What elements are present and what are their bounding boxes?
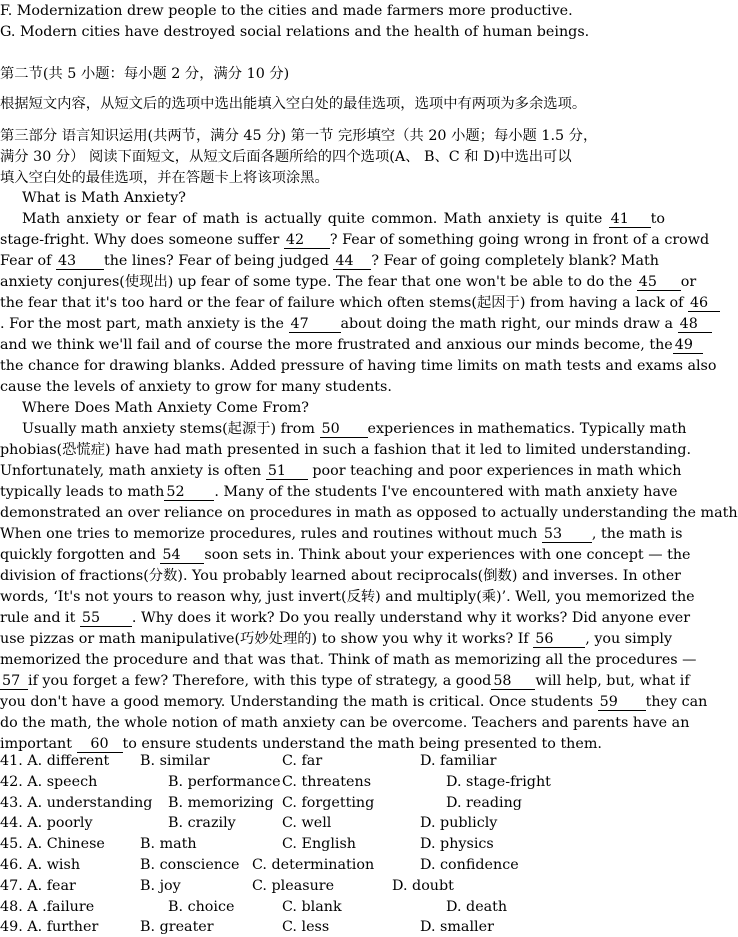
passage-line: Usually math anxiety stems(起源于) from 50 experiences in mathematics. Typically math: [22, 421, 687, 437]
passage-line: phobias(恐慌症) have had math presented in such a fashion that it led to limited understanding.: [0, 442, 692, 458]
question-option-b: B. memorizing: [168, 794, 274, 811]
passage-line: and we think we'll fail and of course the more frustrated and anxious our minds become, the 49: [0, 335, 643, 355]
question-option-c: C. pleasure: [252, 877, 335, 894]
question-option-c: C. determination: [252, 857, 375, 873]
blank-60: 60: [77, 736, 123, 753]
question-option-c: C. English: [282, 836, 357, 853]
blank-47: 47: [289, 316, 341, 333]
question-option-c: C. blank: [282, 898, 342, 915]
question-option-c: C. less: [282, 919, 330, 936]
blank-59: 59: [598, 694, 646, 711]
passage-line: cause the levels of anxiety to grow for many students.: [0, 379, 392, 395]
passage-line: typically leads to math 52 . Many of the students I've encountered with math anxiety have: [0, 484, 678, 500]
blank-54: 54: [160, 547, 204, 564]
blank-55: 55: [80, 610, 132, 627]
passage-line: division of fractions(分数). You probably learned about reciprocals(倒数) and inverses. In other: [0, 568, 682, 584]
passage-line: rule and it 55 . Why does it work? Do you really understand why it works? Did anyone ever: [0, 610, 691, 626]
question-option-d: D. confidence: [420, 857, 519, 873]
passage-line: memorized the procedure and that was that. Think of math as memorizing all the procedures —: [0, 652, 697, 668]
question-option-a: 41. A. different: [0, 753, 110, 769]
passage-line: use pizzas or math manipulative(巧妙处理的) to show you why it works? If 56 , you simply: [0, 631, 673, 647]
blank-50: 50: [320, 421, 368, 438]
question-option-d: D. death: [446, 898, 508, 915]
blank-42: 42: [284, 232, 330, 249]
section2-title: 第二节(共 5 小题：每小题 2 分，满分 10 分): [0, 66, 290, 82]
question-option-b: B. crazily: [168, 815, 236, 832]
blank-45: 45: [637, 274, 681, 291]
part3-heading: 第三部分 语言知识运用(共两节，满分 45 分) 第一节 完形填空（共 20 小题；每小题 1.5 分，: [0, 128, 598, 144]
passage-line: you don't have a good memory. Understanding the math is critical. Once students 59 they can: [0, 694, 708, 710]
option-g-text: G. Modern cities have destroyed social relations and the health of human beings.: [0, 24, 590, 40]
passage-line: quickly forgotten and 54 soon sets in. Think about your experiences with one concept — the: [0, 547, 691, 563]
passage-line: important 60 to ensure students understand the math being presented to them.: [0, 736, 602, 752]
section2-instruction: 根据短文内容，从短文后的选项中选出能填入空白处的最佳选项，选项中有两项为多余选项。: [0, 96, 587, 112]
blank-46: 46: [688, 295, 720, 312]
question-option-a: 49. A. further: [0, 919, 99, 936]
passage-line: Fear of 43 the lines? Fear of being judged 44 ? Fear of going completely blank? Math: [0, 253, 660, 269]
blank-44: 44: [333, 253, 371, 270]
part3-instruction-end: 填入空白处的最佳选项，并在答题卡上将该项涂黑。: [0, 170, 329, 186]
question-option-a: 45. A. Chinese: [0, 836, 105, 853]
option-f-text: F. Modernization drew people to the cities and made farmers more productive.: [0, 3, 573, 19]
question-option-a: 48. A .failure: [0, 898, 95, 915]
question-option-d: D. familiar: [420, 753, 497, 769]
passage-line: the fear that it's too hard or the fear of failure which often stems(起因于) from having a lack of 46: [0, 293, 643, 313]
question-option-c: C. forgetting: [282, 794, 375, 811]
question-option-b: B. choice: [168, 898, 235, 915]
question-option-c: C. far: [282, 753, 323, 769]
passage-line: Math anxiety or fear of math is actually quite common. Math anxiety is quite 41 to: [22, 211, 665, 227]
question-option-b: B. math: [140, 836, 197, 853]
question-option-b: B. performance: [168, 773, 281, 790]
blank-57: 57: [0, 673, 28, 690]
question-option-a: 46. A. wish: [0, 857, 81, 873]
blank-43: 43: [56, 253, 104, 270]
passage-line: . For the most part, math anxiety is the 47 about doing the math right, our minds draw a 48: [0, 314, 643, 334]
question-option-d: D. reading: [446, 794, 522, 811]
question-option-b: B. similar: [140, 753, 210, 769]
blank-53: 53: [542, 526, 592, 543]
question-option-c: C. threatens: [282, 773, 372, 790]
blank-49: 49: [673, 337, 703, 354]
passage-line: When one tries to memorize procedures, rules and routines without much 53 , the math is: [0, 526, 683, 542]
passage-line: 57 if you forget a few? Therefore, with this type of strategy, a good 58 will help, but, what if: [2, 673, 690, 689]
passage-line: do the math, the whole notion of math anxiety can be overcome. Teachers and parents have an: [0, 715, 690, 731]
blank-56: 56: [533, 631, 585, 648]
passage-line: anxiety conjures(使现出) up fear of some type. The fear that one won't be able to do the 45 or: [0, 274, 697, 290]
question-option-d: D. smaller: [420, 919, 494, 936]
blank-58: 58: [491, 673, 535, 690]
question-option-c: C. well: [282, 815, 332, 832]
question-option-d: D. physics: [420, 836, 494, 853]
blank-51: 51: [266, 463, 308, 480]
question-option-a: 43. A. understanding: [0, 794, 153, 811]
passage-line: stage-fright. Why does someone suffer 42 ? Fear of something going wrong in front of a crowd: [0, 232, 710, 248]
passage-line: demonstrated an over reliance on procedures in math as opposed to actually understanding the math: [0, 505, 738, 521]
question-option-a: 42. A. speech: [0, 773, 98, 790]
question-option-d: D. publicly: [420, 815, 498, 832]
question-option-b: B. joy: [140, 877, 181, 894]
passage-line: Unfortunately, math anxiety is often 51 poor teaching and poor experiences in math which: [0, 463, 682, 479]
passage-line: words, ‘It's not yours to reason why, just invert(反转) and multiply(乘)’. Well, you memorized the: [0, 589, 695, 605]
blank-52: 52: [164, 484, 214, 501]
blank-41: 41: [609, 211, 651, 228]
question-option-d: D. doubt: [392, 877, 454, 894]
blank-48: 48: [678, 316, 712, 333]
passage-title-2: Where Does Math Anxiety Come From?: [22, 400, 309, 416]
part3-instruction: 满分 30 分） 阅读下面短文，从短文后面各题所给的四个选项(A、 B、C 和 D)中选出可以: [0, 149, 572, 165]
question-option-a: 44. A. poorly: [0, 815, 93, 832]
question-option-d: D. stage-fright: [446, 773, 551, 790]
question-option-b: B. conscience: [140, 857, 240, 873]
question-option-a: 47. A. fear: [0, 877, 76, 894]
passage-line: the chance for drawing blanks. Added pressure of having time limits on math tests and exams also: [0, 358, 717, 374]
question-option-b: B. greater: [140, 919, 214, 936]
passage-title-1: What is Math Anxiety?: [22, 190, 186, 206]
